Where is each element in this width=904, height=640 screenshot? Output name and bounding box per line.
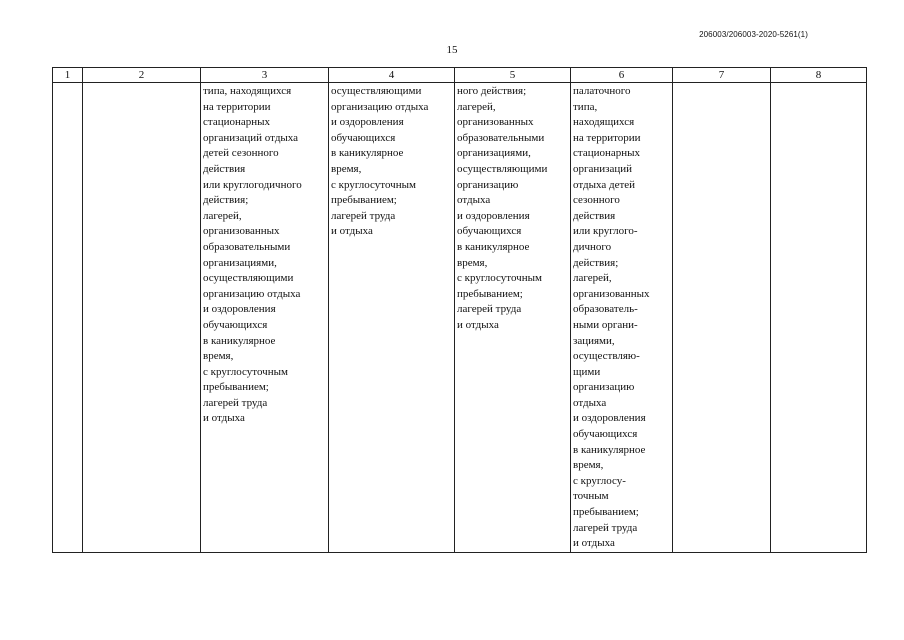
cell-text-line: на территории (573, 131, 641, 144)
table-row (53, 83, 867, 553)
column-header-2: 2 (83, 68, 201, 83)
column-header-5: 5 (455, 68, 571, 83)
cell-text-line: действия (203, 162, 246, 175)
cell-text-line: организацию отдыха (331, 100, 429, 113)
cell-text-line: осуществляющими (203, 272, 294, 285)
column-header-4: 4 (329, 68, 455, 83)
cell-text-line: организацию отдыха (203, 287, 301, 300)
cell-col-7 (673, 83, 771, 553)
cell-text-line: организацию (457, 178, 519, 191)
cell-text-line: типа, (573, 100, 598, 113)
cell-text-line: организациями, (457, 147, 531, 160)
header-row (53, 68, 867, 83)
cell-text-line: в каникулярное (203, 334, 276, 347)
cell-text-line: и отдыха (203, 412, 245, 425)
cell-text-line: отдыха (457, 194, 491, 207)
cell-text-line: образователь- (573, 303, 638, 316)
cell-text-line: действия (573, 209, 616, 222)
cell-text-line: стационарных (573, 147, 641, 160)
data-table (52, 67, 867, 553)
cell-text-line: с круглосу- (573, 474, 626, 487)
cell-col-5 (455, 83, 571, 553)
cell-text-line: в каникулярное (457, 240, 530, 253)
cell-text-line: с круглосуточным (203, 365, 288, 378)
column-header-7: 7 (673, 68, 771, 83)
cell-text-line: или круглогодичного (203, 178, 302, 191)
cell-text-line: пребыванием; (203, 381, 269, 394)
cell-text-line: находящихся (573, 116, 635, 129)
cell-text-line: отдыха детей (573, 178, 636, 191)
cell-text-line: обучающихся (573, 428, 638, 441)
cell-text-line: образовательными (457, 131, 545, 144)
page-number: 15 (446, 44, 458, 56)
document-id: 206003/206003-2020-5261(1) (699, 30, 808, 39)
cell-col-2 (83, 83, 201, 553)
cell-text-line: лагерей, (573, 272, 612, 285)
cell-text-line: время, (573, 459, 604, 472)
cell-text-line: обучающихся (203, 318, 268, 331)
cell-text-line: осуществляю- (573, 350, 640, 363)
cell-text-line: время, (331, 162, 362, 175)
cell-text-line: образовательными (203, 240, 291, 253)
cell-text-line: обучающихся (331, 131, 396, 144)
cell-text-line: с круглосуточным (331, 178, 416, 191)
cell-text-line: точным (573, 490, 609, 503)
cell-col-3 (201, 83, 329, 553)
cell-text-line: осуществляющими (457, 162, 548, 175)
cell-text-line: и отдыха (573, 537, 615, 550)
cell-text-line: сезонного (573, 194, 620, 207)
cell-col-1 (53, 83, 83, 553)
cell-text-line: лагерей труда (331, 209, 396, 222)
cell-text-line: организацию (573, 381, 635, 394)
cell-col-8 (771, 83, 867, 553)
cell-col-6 (571, 83, 673, 553)
cell-text-line: и отдыха (331, 225, 373, 238)
cell-text-line: пребыванием; (331, 194, 397, 207)
cell-text-line: организованных (203, 225, 280, 238)
cell-text-line: и оздоровления (331, 116, 404, 129)
cell-text-line: время, (203, 350, 234, 363)
column-header-3: 3 (201, 68, 329, 83)
cell-text-line: в каникулярное (331, 147, 404, 160)
cell-text-line: лагерей, (203, 209, 242, 222)
cell-text-line: в каникулярное (573, 443, 646, 456)
cell-text-line: организаций (573, 162, 633, 175)
cell-text-line: щими (573, 365, 601, 378)
cell-text-line: ного действия; (457, 85, 527, 97)
cell-text-line: лагерей труда (573, 521, 638, 534)
cell-text-line: и отдыха (457, 318, 499, 331)
cell-text-line: действия; (203, 194, 249, 207)
cell-text-line: с круглосуточным (457, 272, 542, 285)
cell-text-line: пребыванием; (573, 506, 639, 519)
cell-text-line: на территории (203, 100, 271, 113)
cell-text-line: лагерей труда (203, 396, 268, 409)
cell-text-line: лагерей, (457, 100, 496, 113)
cell-text-line: организованных (457, 116, 534, 129)
cell-text-line: ными органи- (573, 318, 638, 331)
cell-text-line: или круглого- (573, 225, 638, 238)
cell-text-line: организованных (573, 287, 650, 300)
cell-text-line: и оздоровления (573, 412, 646, 425)
cell-text-line: осуществляющими (331, 85, 422, 97)
cell-text-line: дичного (573, 240, 612, 253)
cell-text-line: организаций отдыха (203, 131, 299, 144)
cell-text-line: типа, находящихся (203, 85, 292, 97)
cell-text-line: стационарных (203, 116, 271, 129)
column-header-8: 8 (771, 68, 867, 83)
cell-text-line: палаточного (573, 85, 631, 97)
cell-text-line: действия; (573, 256, 619, 269)
cell-text-line: отдыха (573, 396, 607, 409)
cell-text-line: время, (457, 256, 488, 269)
cell-text-line: и оздоровления (203, 303, 276, 316)
cell-text-line: детей сезонного (203, 147, 279, 160)
column-header-6: 6 (571, 68, 673, 83)
cell-text-line: организациями, (203, 256, 277, 269)
cell-text-line: пребыванием; (457, 287, 523, 300)
cell-col-4 (329, 83, 455, 553)
cell-text-line: обучающихся (457, 225, 522, 238)
cell-text-line: и оздоровления (457, 209, 530, 222)
column-header-1: 1 (53, 68, 83, 83)
cell-text-line: лагерей труда (457, 303, 522, 316)
cell-text-line: зациями, (573, 334, 615, 347)
